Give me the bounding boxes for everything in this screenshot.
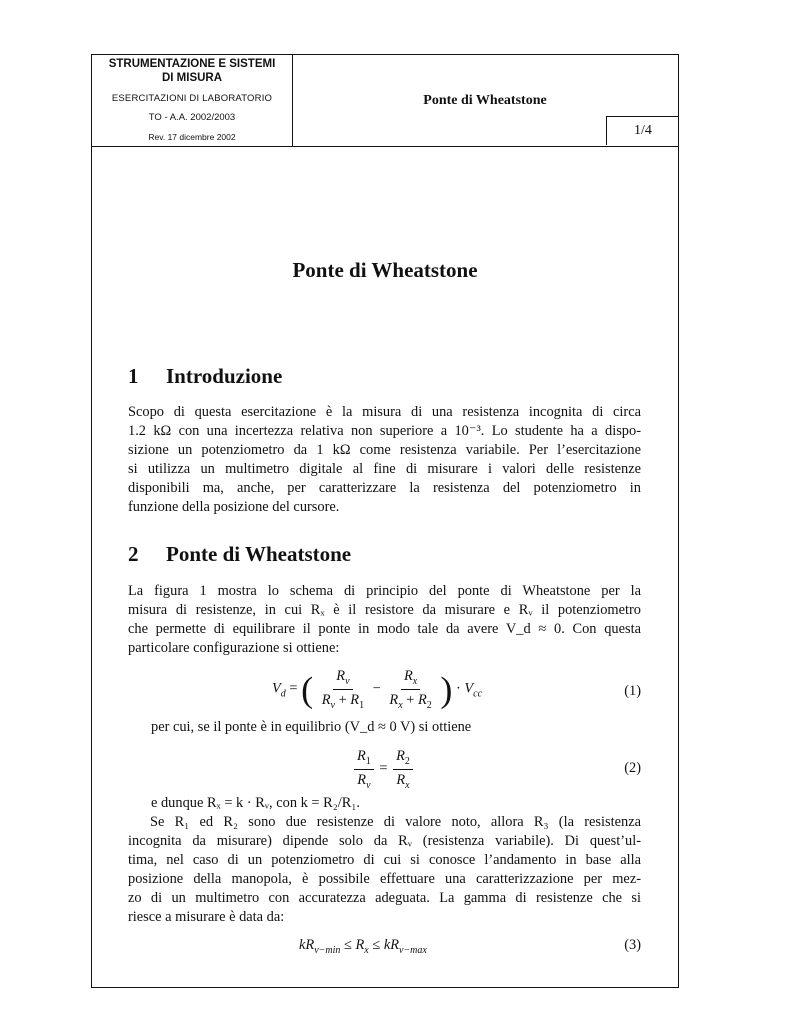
section-1-line: funzione della posizione del cursore.	[128, 499, 340, 515]
header-course: ESERCITAZIONI DI LABORATORIO	[111, 93, 273, 104]
section-1-line: disponibili ma, anche, per caratterizzare la resistenza del potenziometro in	[128, 480, 641, 496]
section-2-number: 2	[128, 542, 139, 566]
section-1-line: sizione un potenziometro da 1 kΩ come resistenza variabile. Per l’esercitazione	[128, 442, 641, 458]
section-1-title: Introduzione	[166, 364, 283, 388]
section-1-number: 1	[128, 364, 139, 388]
equilibrium-text: per cui, se il ponte è in equilibrio (V_d ≈ 0 V) si ottiene	[151, 719, 472, 735]
section-2-line: che permette di equilibrare il ponte in modo tale da avere V_d ≈ 0. Con questa	[128, 621, 641, 637]
header-org	[92, 57, 292, 85]
section-1-line: si utilizza un multimetro digitale al fine di misurare i valori delle resistenze	[128, 461, 641, 477]
equation-2: $\frac{R_1}{R_v}$ = $\frac{R_2}{R_x}$	[352, 748, 415, 791]
section-1-heading	[128, 364, 282, 389]
equation-3-number: (3)	[624, 937, 641, 953]
header-org-line1: STRUMENTAZIONE E SISTEMI	[108, 58, 276, 70]
section-2-title: Ponte di Wheatstone	[166, 542, 352, 566]
section-2-line: misura di resistenze, in cui Rₓ è il resistore da misurare e Rᵥ il potenziometro	[128, 602, 641, 618]
section-2-line: La figura 1 mostra lo schema di principio del ponte di Wheatstone per la	[128, 583, 641, 599]
section-2-line: posizione della manopola, è possibile effettuare una caratterizzazione per mez-	[128, 871, 641, 887]
section-2-line: Se R₁ ed R₂ sono due resistenze di valore noto, allora R₃ (la resistenza	[150, 814, 641, 830]
ratio-text: e dunque Rₓ = k · Rᵥ, con k = R₂/R₁.	[151, 795, 360, 811]
document-title: Ponte di Wheatstone	[292, 258, 478, 282]
header-left-block	[92, 55, 292, 146]
section-2-line: incognita da misurare) dipende solo da Rᵥ (resistenza variabile). Di quest’ul-	[128, 833, 641, 849]
section-2-line: riesce a misurare è data da:	[128, 909, 285, 925]
section-2-line: particolare configurazione si ottiene:	[128, 640, 340, 656]
equation-1: $V_d$ = ( $\frac{R_v}{R_v + R_1}$ − $\frac{R_x}{R_x + R_2}$ ) · $V_{cc}$	[272, 668, 483, 711]
section-2-paragraph-2	[128, 813, 641, 927]
section-1-line: Scopo di questa esercitazione è la misura di una resistenza incognita di circa	[128, 404, 641, 420]
header-title: Ponte di Wheatstone	[423, 93, 547, 108]
section-2-line: tima, nel caso di un potenziometro di cui si conosce l’andamento in base alla	[128, 852, 641, 868]
section-2-heading	[128, 542, 351, 567]
section-1-paragraph	[128, 403, 641, 517]
page-number: 1/4	[606, 116, 679, 145]
section-2-paragraph	[128, 582, 641, 658]
equation-2-number: (2)	[624, 760, 641, 776]
section-2-line: zo di un multimetro con accuratezza adeguata. La gamma di resistenze che si	[128, 890, 641, 906]
equation-2-followup	[151, 794, 641, 813]
header-divider-horizontal	[92, 146, 678, 147]
equation-1-number: (1)	[624, 683, 641, 699]
equation-1-followup	[151, 718, 641, 737]
section-1-line: 1.2 kΩ con una incertezza relativa non superiore a 10⁻³. Lo studente ha a dispo-	[128, 423, 641, 439]
header-year: TO - A.A. 2002/2003	[148, 112, 236, 123]
header-org-line2: DI MISURA	[161, 72, 223, 84]
equation-3: $kR_{v-min} \le R_x \le kR_{v-max}$	[299, 937, 427, 956]
header-revision: Rev. 17 dicembre 2002	[148, 132, 236, 142]
